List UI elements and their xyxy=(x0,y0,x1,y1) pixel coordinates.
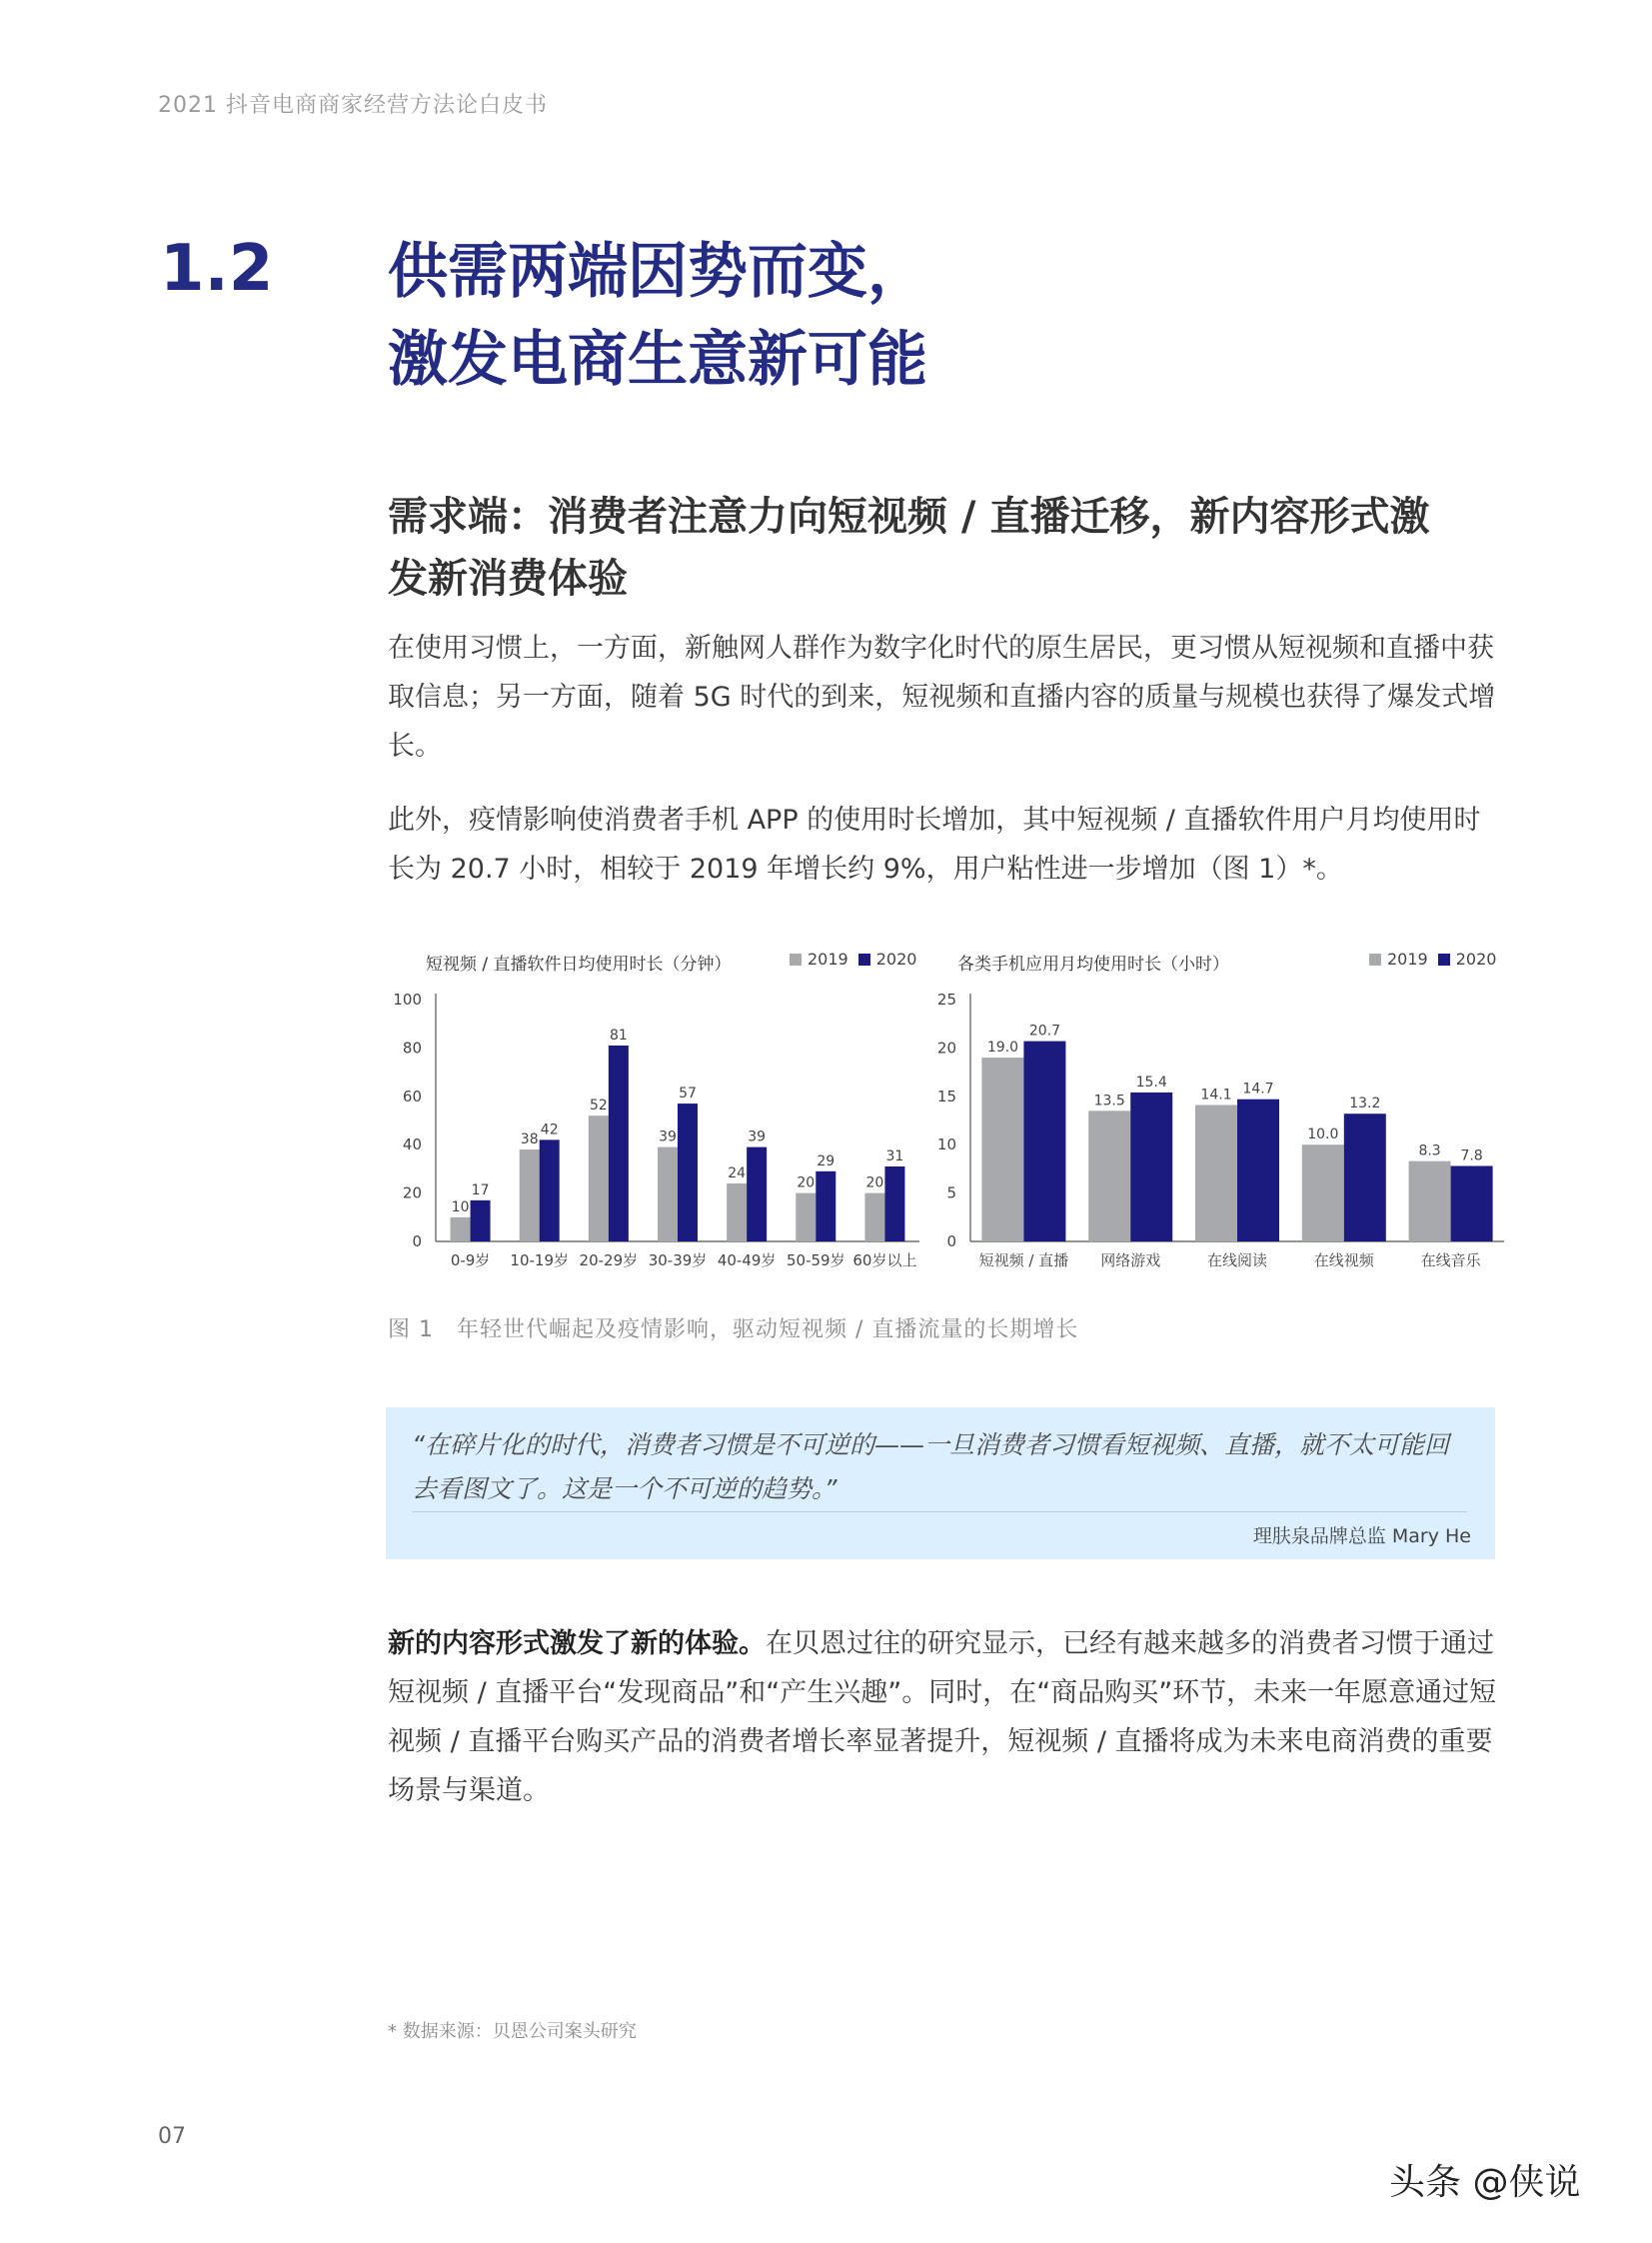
y-tick-label: 40 xyxy=(402,1135,422,1154)
chart-1 xyxy=(380,980,919,1289)
x-tick-label: 在线音乐 xyxy=(1420,1251,1481,1269)
y-tick-label: 60 xyxy=(402,1087,422,1106)
bar-2019 xyxy=(451,1217,471,1241)
y-tick-label: 0 xyxy=(412,1232,422,1250)
x-tick-label: 50-59岁 xyxy=(786,1251,845,1269)
section-title xyxy=(388,228,927,404)
x-tick-label: 20-29岁 xyxy=(579,1251,639,1269)
bar-2019 xyxy=(1409,1161,1451,1241)
data-label-2020: 20.7 xyxy=(1028,1023,1060,1040)
bar-2019 xyxy=(1088,1111,1130,1241)
data-label-2020: 17 xyxy=(471,1181,490,1198)
y-tick-label: 25 xyxy=(936,991,956,1009)
data-label-2020: 7.8 xyxy=(1460,1147,1483,1164)
data-label-2020: 81 xyxy=(609,1027,628,1044)
section-title-line-1: 供需两端因势而变， xyxy=(388,237,927,307)
legend-swatch-2019 xyxy=(1369,954,1381,966)
bar-2020 xyxy=(884,1166,904,1241)
quote-text: “在碎片化的时代，消费者习惯是不可逆的——一旦消费者习惯看短视频、直播，就不太可能回去看图文了。这是一个不可逆的趋势。” xyxy=(412,1430,1449,1503)
subheading-line-1: 需求端：消费者注意力向短视频 / 直播迁移，新内容形式激 xyxy=(388,494,1430,540)
data-label-2020: 13.2 xyxy=(1349,1096,1381,1113)
bar-2020 xyxy=(471,1200,491,1241)
data-label-2019: 38 xyxy=(520,1131,539,1148)
legend-swatch-2019 xyxy=(790,954,802,966)
legend-label-2020: 2020 xyxy=(875,950,917,969)
y-tick-label: 0 xyxy=(946,1232,956,1250)
legend-label-2019: 2019 xyxy=(1387,950,1428,969)
bar-2019 xyxy=(658,1147,678,1241)
data-label-2020: 42 xyxy=(540,1122,559,1138)
data-label-2019: 10 xyxy=(451,1198,470,1215)
data-label-2020: 29 xyxy=(817,1152,835,1169)
bar-2019 xyxy=(864,1193,884,1241)
x-tick-label: 40-49岁 xyxy=(717,1251,777,1269)
data-label-2019: 20 xyxy=(797,1174,816,1191)
subheading-line-2: 发新消费体验 xyxy=(388,556,628,602)
watermark: 头条 @侠说 xyxy=(1389,2162,1581,2203)
x-tick-label: 30-39岁 xyxy=(648,1251,708,1269)
closing-bold-lead: 新的内容形式激发了新的体验。 xyxy=(388,1628,766,1659)
data-label-2019: 19.0 xyxy=(986,1040,1018,1057)
bar-2020 xyxy=(1344,1114,1386,1241)
running-header: 2021 抖音电商商家经营方法论白皮书 xyxy=(158,93,548,118)
data-label-2020: 14.7 xyxy=(1242,1081,1274,1098)
page-number: 07 xyxy=(158,2124,186,2149)
bar-2019 xyxy=(589,1116,609,1241)
x-tick-label: 60岁以上 xyxy=(852,1251,917,1269)
section-title-line-2: 激发电商生意新可能 xyxy=(388,325,927,395)
bar-2019 xyxy=(796,1193,816,1241)
chart-2-title: 各类手机应用月均使用时长（小时） xyxy=(957,955,1229,975)
quote-source: 理肤泉品牌总监 Mary He xyxy=(1252,1525,1471,1547)
bar-2020 xyxy=(816,1171,835,1241)
quote-divider xyxy=(412,1511,1467,1512)
x-tick-label: 10-19岁 xyxy=(510,1251,570,1269)
data-label-2020: 31 xyxy=(885,1147,904,1164)
closing-text: 在贝恩过往的研究显示，已经有越来越多的消费者习惯于通过短视频 / 直播平台“发现商品”和“产生兴趣”。同时，在“商品购买”环节，未来一年愿意通过短视频 / 直播平台购买产品的消费者增长率显著提升，短视频 / 直播将成为未来电商消费的重要场景与渠道。 xyxy=(388,1628,1497,1806)
bar-2019 xyxy=(1195,1106,1237,1241)
bar-2020 xyxy=(1237,1100,1279,1241)
bar-2020 xyxy=(1130,1093,1172,1241)
legend-label-2019: 2019 xyxy=(808,950,848,969)
chart-2-legend xyxy=(1369,950,1496,969)
data-label-2019: 20 xyxy=(865,1174,884,1191)
data-label-2019: 52 xyxy=(589,1098,608,1115)
bar-2019 xyxy=(520,1149,540,1241)
bar-2020 xyxy=(540,1139,560,1241)
bar-2019 xyxy=(727,1183,747,1241)
y-tick-label: 100 xyxy=(393,991,422,1009)
chart-1-title: 短视频 / 直播软件日均使用时长（分钟） xyxy=(426,955,732,975)
chart-2 xyxy=(914,980,1504,1289)
data-label-2020: 39 xyxy=(748,1128,767,1145)
x-tick-label: 0-9岁 xyxy=(450,1251,491,1269)
data-label-2019: 39 xyxy=(659,1128,677,1145)
y-tick-label: 15 xyxy=(936,1087,956,1106)
data-label-2019: 13.5 xyxy=(1093,1093,1125,1110)
figure-caption: 图 1 年轻世代崛起及疫情影响，驱动短视频 / 直播流量的长期增长 xyxy=(388,1317,1079,1342)
section-number: 1.2 xyxy=(160,232,274,306)
bar-2020 xyxy=(1023,1042,1065,1241)
legend-swatch-2020 xyxy=(1438,954,1450,966)
data-label-2019: 8.3 xyxy=(1418,1142,1441,1159)
data-label-2019: 10.0 xyxy=(1307,1126,1339,1143)
data-label-2020: 15.4 xyxy=(1135,1074,1167,1091)
y-tick-label: 10 xyxy=(936,1135,956,1154)
y-tick-label: 20 xyxy=(936,1039,956,1058)
paragraph-pandemic: 此外，疫情影响使消费者手机 APP 的使用时长增加，其中短视频 / 直播软件用户月均使用时长为 20.7 小时，相较于 2019 年增长约 9%，用户粘性进一步增加（图 1）*。 xyxy=(388,805,1481,885)
bar-2020 xyxy=(609,1046,629,1241)
footnote: * 数据来源：贝恩公司案头研究 xyxy=(388,2021,637,2042)
legend-swatch-2020 xyxy=(858,954,870,966)
x-tick-label: 在线阅读 xyxy=(1206,1251,1268,1269)
data-label-2019: 24 xyxy=(728,1164,747,1181)
legend-label-2020: 2020 xyxy=(1455,950,1497,969)
y-tick-label: 80 xyxy=(402,1039,422,1058)
bar-2019 xyxy=(1302,1144,1344,1241)
bar-2020 xyxy=(747,1147,767,1241)
x-tick-label: 短视频 / 直播 xyxy=(978,1251,1069,1269)
subheading xyxy=(388,486,1497,610)
paragraph-closing xyxy=(388,1619,1497,1815)
paragraph-usage-habits: 在使用习惯上，一方面，新触网人群作为数字化时代的原生居民，更习惯从短视频和直播中获取信息；另一方面，随着 5G 时代的到来，短视频和直播内容的质量与规模也获得了爆发式增长。 xyxy=(388,633,1496,762)
data-label-2019: 14.1 xyxy=(1200,1087,1232,1104)
x-tick-label: 在线视频 xyxy=(1313,1251,1374,1269)
data-label-2020: 57 xyxy=(679,1086,697,1103)
y-tick-label: 5 xyxy=(946,1183,956,1202)
x-tick-label: 网络游戏 xyxy=(1100,1251,1161,1269)
chart-1-legend xyxy=(790,950,916,969)
bar-2020 xyxy=(1451,1165,1493,1241)
y-tick-label: 20 xyxy=(402,1183,422,1202)
quote-box xyxy=(386,1407,1495,1559)
bar-2019 xyxy=(981,1058,1023,1241)
bar-2020 xyxy=(678,1104,698,1241)
